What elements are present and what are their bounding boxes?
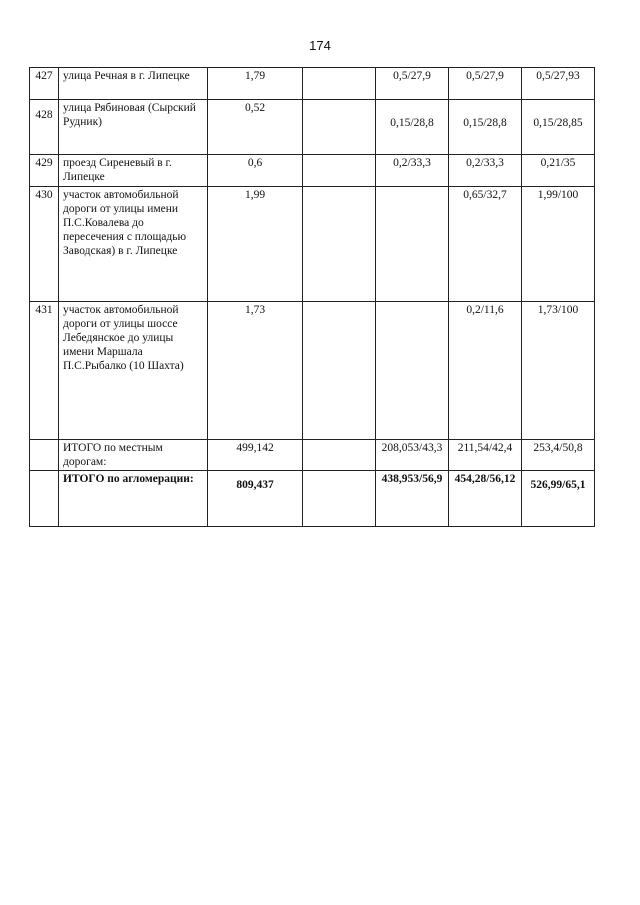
value-cell: 1,99/100: [522, 187, 595, 302]
value-cell: [303, 302, 376, 440]
road-name: улица Рябиновая (Сырский Рудник): [59, 100, 208, 155]
value-cell: 526,99/65,1: [522, 471, 595, 527]
value-cell: [376, 302, 449, 440]
row-number: 429: [30, 155, 59, 187]
value-cell: 208,053/43,3: [376, 440, 449, 471]
value-cell: [303, 100, 376, 155]
road-name: ИТОГО по агломерации:: [59, 471, 208, 527]
value-cell: 0,15/28,85: [522, 100, 595, 155]
road-length: 0,6: [208, 155, 303, 187]
value-cell: 0,21/35: [522, 155, 595, 187]
table-row: [30, 100, 595, 155]
value-cell: 0,2/11,6: [449, 302, 522, 440]
road-length: 1,73: [208, 302, 303, 440]
value-cell: 0,5/27,9: [449, 68, 522, 100]
value-cell: 454,28/56,12: [449, 471, 522, 527]
road-name: участок автомобильной дороги от улицы шоссе Лебедянское до улицы имени Маршала П.С.Рыбалко (10 Шахта): [59, 302, 208, 440]
value-cell: 0,2/33,3: [376, 155, 449, 187]
road-length: 0,52: [208, 100, 303, 155]
value-cell: [376, 187, 449, 302]
value-cell: 0,65/32,7: [449, 187, 522, 302]
value-cell: [303, 471, 376, 527]
value-cell: [303, 68, 376, 100]
road-length: 809,437: [208, 471, 303, 527]
road-length: 499,142: [208, 440, 303, 471]
road-length: 1,99: [208, 187, 303, 302]
road-name: проезд Сиреневый в г. Липецке: [59, 155, 208, 187]
road-length: 1,79: [208, 68, 303, 100]
table-row: [30, 68, 595, 100]
road-name: участок автомобильной дороги от улицы имени П.С.Ковалева до пересечения с площадью Заводская) в г. Липецке: [59, 187, 208, 302]
value-cell: 0,5/27,93: [522, 68, 595, 100]
road-name: ИТОГО по местным дорогам:: [59, 440, 208, 471]
row-number: 430: [30, 187, 59, 302]
value-cell: [303, 440, 376, 471]
value-cell: [303, 155, 376, 187]
page-number: 174: [309, 38, 331, 53]
row-number: [30, 440, 59, 471]
value-cell: 0,15/28,8: [376, 100, 449, 155]
row-number: 427: [30, 68, 59, 100]
table-row: [30, 302, 595, 440]
table-row-total-agglomeration: [30, 471, 595, 527]
value-cell: 0,2/33,3: [449, 155, 522, 187]
value-cell: 0,15/28,8: [449, 100, 522, 155]
table-row: [30, 155, 595, 187]
value-cell: 253,4/50,8: [522, 440, 595, 471]
table-row: [30, 187, 595, 302]
row-number: [30, 471, 59, 527]
value-cell: 211,54/42,4: [449, 440, 522, 471]
value-cell: [303, 187, 376, 302]
road-name: улица Речная в г. Липецке: [59, 68, 208, 100]
value-cell: 438,953/56,9: [376, 471, 449, 527]
row-number: 428: [30, 100, 59, 155]
row-number: 431: [30, 302, 59, 440]
value-cell: 1,73/100: [522, 302, 595, 440]
road-table: [29, 67, 595, 527]
table-row-total-local: [30, 440, 595, 471]
value-cell: 0,5/27,9: [376, 68, 449, 100]
